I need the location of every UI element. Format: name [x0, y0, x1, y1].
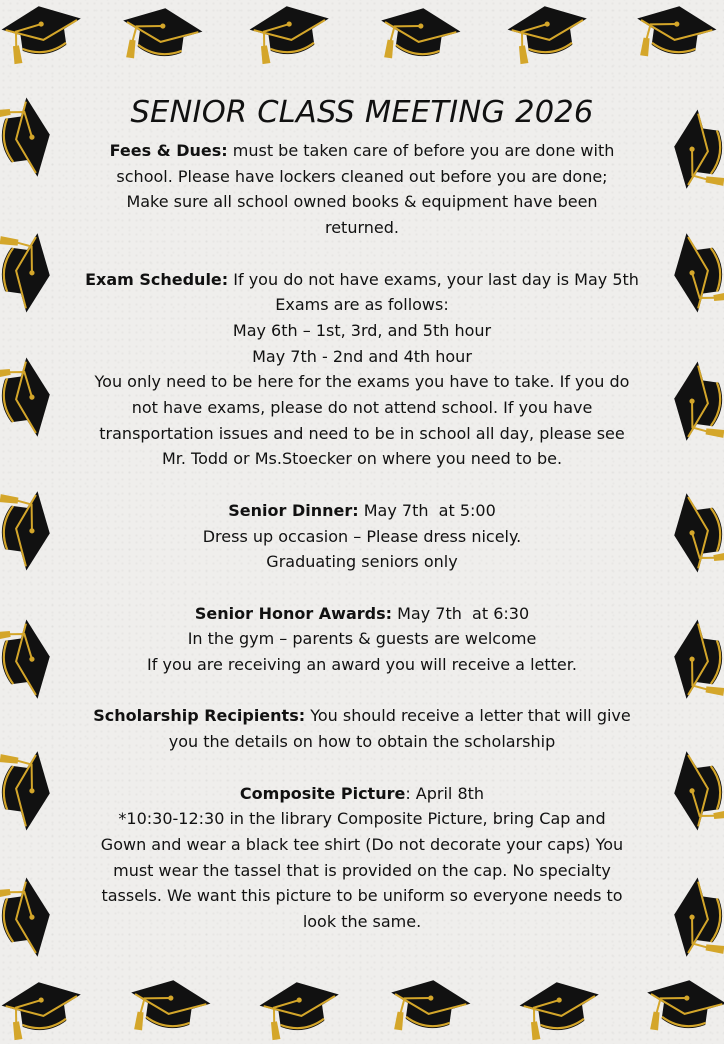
awards-line-2: In the gym – parents & guests are welcome: [187, 629, 537, 649]
graduation-cap-icon: [243, 0, 337, 68]
exams-line-3: May 6th – 1st, 3rd, and 5th hour: [232, 320, 492, 340]
graduation-cap-icon: [0, 483, 64, 577]
composite-section: [70, 781, 654, 935]
graduation-cap-icon: [660, 485, 724, 579]
dinner-label: Senior Dinner:: [228, 500, 359, 520]
composite-line-1: [70, 781, 654, 807]
exams-line-2: Exams are as follows:: [275, 295, 449, 315]
graduation-cap-icon: [0, 91, 64, 185]
dinner-line-2: Dress up occasion – Please dress nicely.: [202, 526, 522, 546]
fees-text: must be taken care of before you are done with: [227, 141, 615, 160]
composite-text: : April 8th: [405, 783, 485, 803]
graduation-cap-icon: [501, 0, 595, 68]
graduation-cap-icon: [0, 225, 64, 319]
exams-line-6: not have exams, please do not attend school. If you have: [131, 398, 593, 418]
dinner-section: [70, 498, 654, 575]
fees-label: Fees & Dues:: [109, 141, 228, 160]
composite-line-2: *10:30-12:30 in the library Composite Picture, bring Cap and: [118, 809, 606, 829]
graduation-cap-icon: [660, 355, 724, 449]
graduation-cap-icon: [660, 103, 724, 197]
exams-line-8: Mr. Todd or Ms.Stoecker on where you need to be.: [161, 449, 563, 469]
awards-line-3: If you are receiving an award you will receive a letter.: [147, 655, 577, 675]
exams-line-4: May 7th - 2nd and 4th hour: [252, 346, 472, 366]
exams-label: Exam Schedule:: [85, 269, 229, 289]
dinner-line-1: [70, 498, 654, 524]
composite-line-5: tassels. We want this picture to be uniform so everyone needs to: [101, 886, 623, 906]
composite-line-6: look the same.: [302, 912, 422, 932]
scholarship-label: Scholarship Recipients:: [93, 706, 306, 726]
exams-line-7: transportation issues and need to be in school all day, please see: [99, 423, 625, 443]
exams-section: [70, 267, 654, 473]
scholarship-section: [70, 703, 654, 754]
scholarship-line-2: you the details on how to obtain the scholarship: [168, 732, 556, 752]
flyer-content: [70, 94, 654, 960]
graduation-cap-icon: [660, 225, 724, 319]
composite-label: Composite Picture: [239, 783, 406, 803]
graduation-cap-icon: [660, 743, 724, 837]
graduation-cap-icon: [0, 613, 64, 707]
fees-line-1: [70, 138, 654, 164]
graduation-cap-icon: [115, 0, 209, 70]
graduation-cap-icon: [373, 0, 467, 70]
exams-line-1: [70, 267, 654, 293]
awards-text: May 7th at 6:30: [392, 603, 530, 623]
awards-section: [70, 601, 654, 678]
exams-text: If you do not have exams, your last day is May 5th: [228, 269, 639, 289]
graduation-cap-icon: [0, 351, 64, 445]
graduation-cap-icon: [629, 0, 723, 68]
graduation-cap-icon: [253, 968, 347, 1043]
awards-label: Senior Honor Awards:: [194, 603, 393, 623]
graduation-cap-icon: [0, 0, 89, 68]
composite-line-3: Gown and wear a black tee shirt (Do not decorate your caps) You: [100, 834, 624, 854]
scholarship-text: You should receive a letter that will give: [305, 706, 631, 726]
graduation-cap-icon: [513, 968, 607, 1043]
fees-line-2: school. Please have lockers cleaned out before you are done;: [116, 166, 608, 186]
awards-line-1: [70, 601, 654, 627]
graduation-cap-icon: [383, 966, 477, 1041]
composite-line-4: must wear the tassel that is provided on the cap. No specialty: [113, 860, 611, 880]
graduation-cap-icon: [639, 966, 724, 1041]
fees-line-3: Make sure all school owned books & equipment have been: [126, 192, 598, 212]
graduation-cap-icon: [0, 743, 64, 837]
graduation-cap-icon: [660, 613, 724, 707]
flyer-title: SENIOR CLASS MEETING 2026: [130, 95, 594, 130]
scholarship-line-1: [70, 703, 654, 729]
graduation-cap-icon: [123, 966, 217, 1041]
graduation-cap-icon: [660, 871, 724, 965]
graduation-cap-icon: [0, 968, 89, 1043]
fees-section: [70, 138, 654, 241]
dinner-line-3: Graduating seniors only: [266, 552, 458, 572]
fees-line-4: returned.: [324, 218, 399, 238]
graduation-cap-icon: [0, 871, 64, 965]
exams-line-5: You only need to be here for the exams you have to take. If you do: [94, 372, 630, 392]
dinner-text: May 7th at 5:00: [358, 500, 496, 520]
